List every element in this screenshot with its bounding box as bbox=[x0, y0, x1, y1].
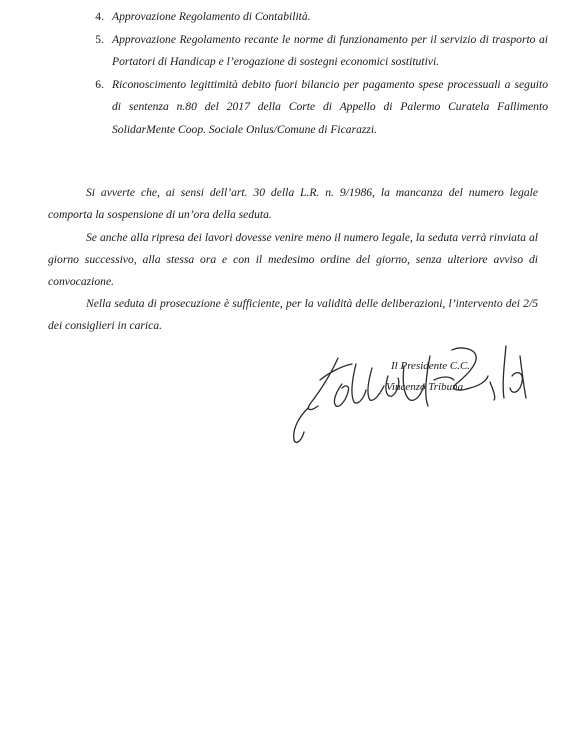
adjournment-paragraph: Se anche alla ripresa dei lavori dovesse venire meno il numero legale, la seduta verrà rinviata al giorno successivo, alla stessa ora e con il medesimo ordine del giorno, senza ulteriore avviso di convocazione. bbox=[48, 231, 538, 288]
president-name: Vincenzo Tribuna bbox=[386, 381, 464, 393]
agenda-item-number: 4. bbox=[95, 10, 104, 23]
agenda-item-number: 6. bbox=[95, 77, 104, 91]
agenda-item bbox=[88, 74, 548, 142]
agenda-item-number: 5. bbox=[95, 32, 104, 46]
agenda-item bbox=[88, 29, 548, 74]
president-title: Il Presidente C.C. bbox=[391, 360, 471, 372]
agenda-item-text: Approvazione Regolamento recante le norme di funzionamento per il servizio di trasporto ai Portatori di Handicap e l’erogazione di sostegni economici sostitutivi. bbox=[112, 32, 548, 68]
agenda-item-text: Approvazione Regolamento di Contabilità. bbox=[112, 10, 311, 23]
agenda-list bbox=[88, 6, 548, 141]
legal-number-paragraph: Si avverte che, ai sensi dell’art. 30 della L.R. n. 9/1986, la mancanza del numero legale comporta la sospensione di un’ora della seduta. bbox=[48, 186, 538, 221]
handwritten-signature bbox=[280, 336, 530, 446]
agenda-item bbox=[88, 6, 548, 29]
agenda-item-text: Riconoscimento legittimità debito fuori bilancio per pagamento spese processuali a seguito di sentenza n.80 del 2017 della Corte di Appello di Palermo Curatela Fallimento SolidarMente Coop. Sociale Onlus/Comune di Ficarazzi. bbox=[112, 77, 548, 136]
continuation-paragraph: Nella seduta di prosecuzione è sufficiente, per la validità delle deliberazioni, l’intervento dei 2/5 dei consiglieri in carica. bbox=[48, 297, 538, 332]
